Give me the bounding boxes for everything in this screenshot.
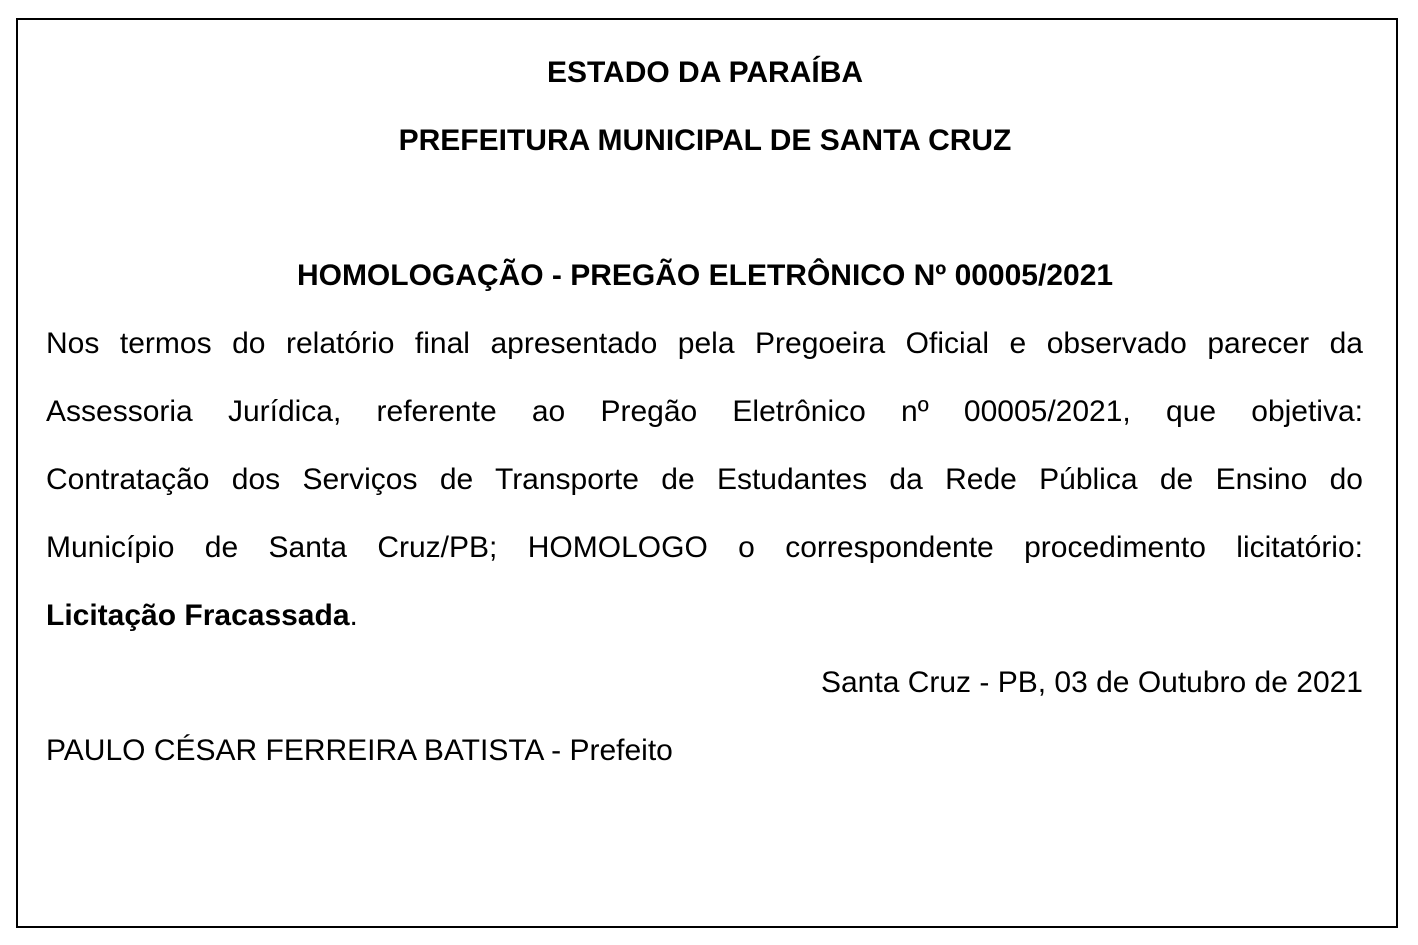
body-line: Contratação dos Serviços de Transporte de Estudantes da Rede Pública de Ensino do (46, 463, 1363, 496)
notice-title: HOMOLOGAÇÃO - PREGÃO ELETRÔNICO Nº 00005/2021 (296, 259, 1114, 292)
result-line (46, 598, 1363, 634)
result-suffix: . (349, 599, 358, 632)
municipality-heading: PREFEITURA MUNICIPAL DE SANTA CRUZ (398, 124, 1012, 157)
body-line: Nos termos do relatório final apresentado pela Pregoeira Oficial e observado parecer da (46, 327, 1363, 360)
result-text: Licitação Fracassada (46, 599, 350, 632)
place-date: Santa Cruz - PB, 03 de Outubro de 2021 (820, 666, 1363, 699)
signature: PAULO CÉSAR FERREIRA BATISTA - Prefeito (46, 734, 673, 767)
body-line: Assessoria Jurídica, referente ao Pregão Eletrônico nº 00005/2021, que objetiva: (46, 395, 1363, 428)
body-line: Município de Santa Cruz/PB; HOMOLOGO o correspondente procedimento licitatório: (46, 531, 1363, 564)
state-heading: ESTADO DA PARAÍBA (546, 56, 864, 89)
